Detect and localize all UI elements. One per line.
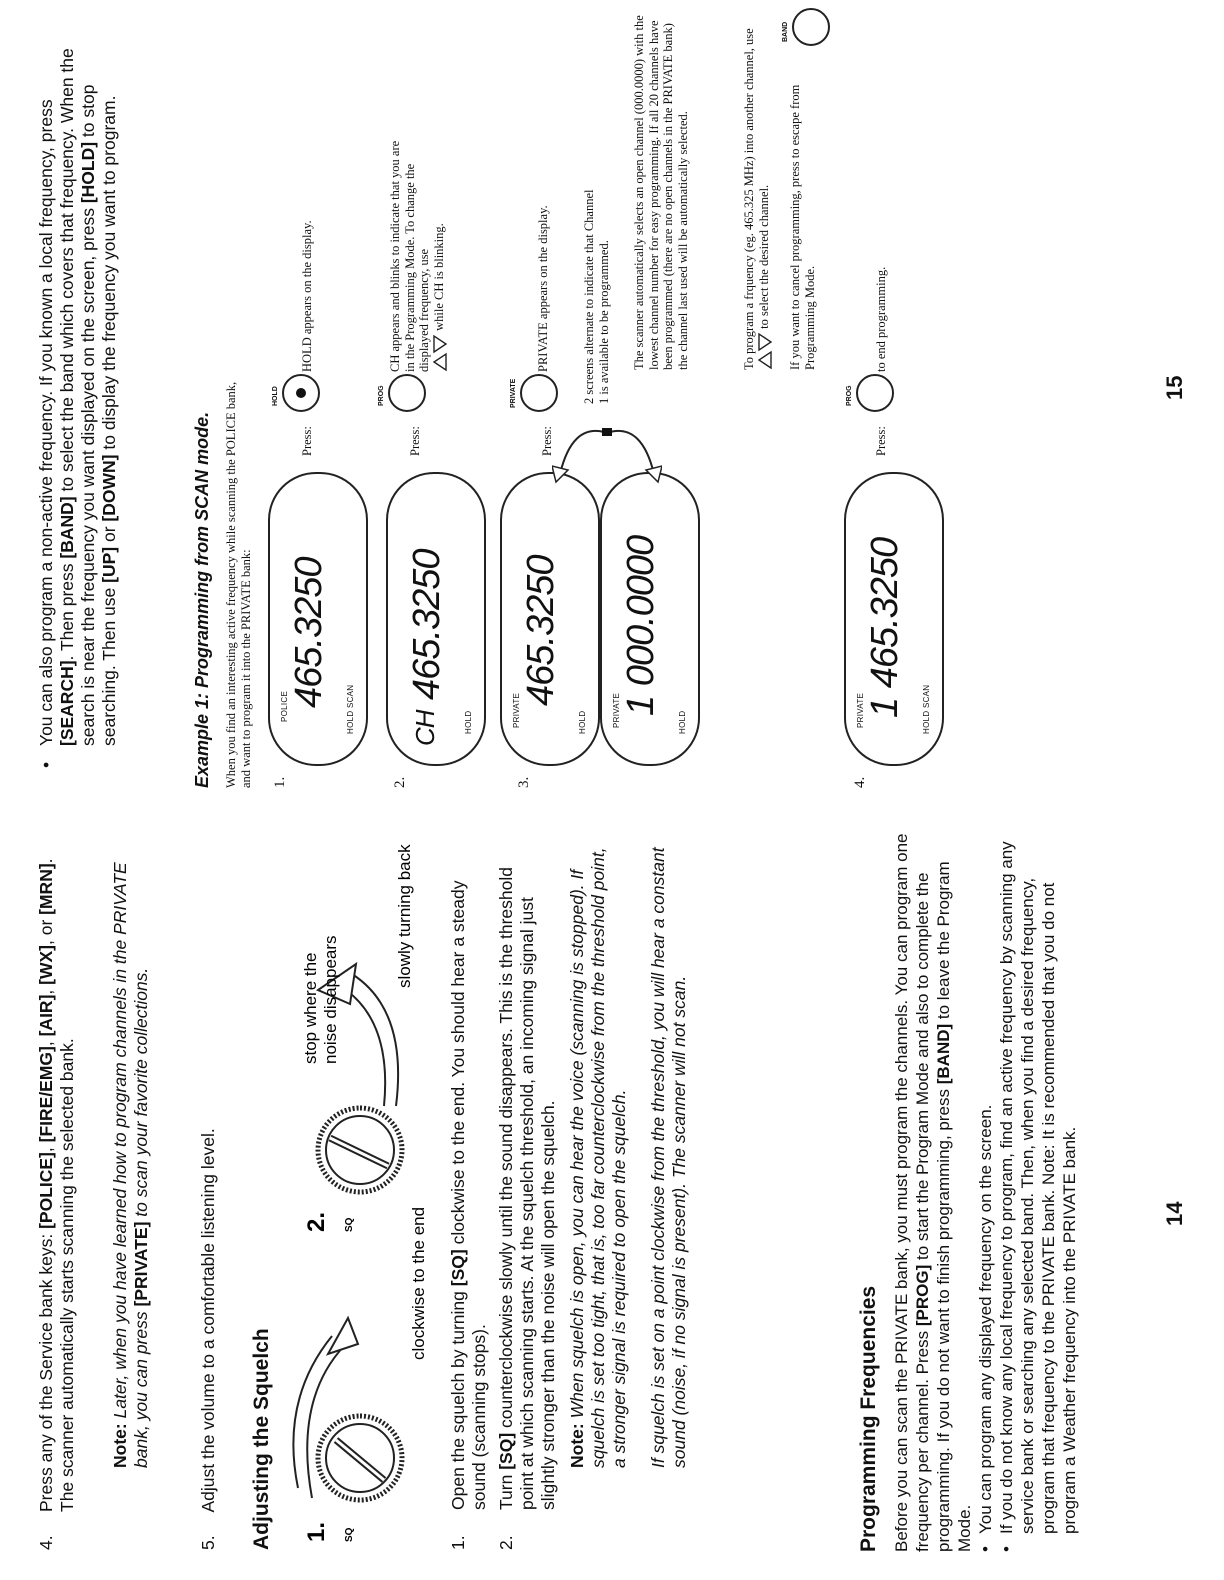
item-5-text: Adjust the volume to a comfortable listening level. [198,1128,218,1513]
squelch-knob-2 [318,1108,402,1192]
step-3-text-5 [788,70,817,370]
press-label: Press: [540,426,554,456]
step-3-text-5b: to escape from Programming Mode. [788,84,817,370]
press-label: Press: [300,426,314,456]
bullet-dot: • [976,1546,995,1552]
step-1-number: 1. [448,1535,468,1550]
up-down-arrows-icon [757,332,773,370]
note-label: Note: [110,1423,130,1468]
step-4-number: 4. [852,776,868,788]
item-5 [198,850,219,1550]
squelch-figure [288,830,438,1550]
note-private [110,828,152,1468]
fig2-caption-2: noise disappears [321,935,340,1064]
lcd-display-1 [268,472,368,766]
squelch-steps [448,840,690,1550]
alternate-arrow-icon [552,414,662,484]
nonactive-text-e: or [99,526,119,543]
fig2-caption-1: stop where the [301,952,320,1064]
air-key: [AIR] [36,994,56,1037]
note-2-text: When squelch is open, you can hear the voice (scanning is stopped). If squelch is set too tight, that is, too far counterclockwise from the threshold point, a stronger signal is required to open the squelch. [567,847,629,1468]
step-1-number: 1. [272,776,288,788]
lcd-frequency: 465.3250 [406,549,448,700]
down-key: [DOWN] [99,454,119,522]
lcd-frequency: 465.3250 [520,555,562,706]
band-key: [BAND] [57,496,77,559]
step-3-text-5a: If you want to cancel programming, press [788,161,802,370]
squelch-note-2 [648,840,690,1550]
prog-text-c: to leave the Program Mode. [934,861,974,1552]
band-key: [BAND] [934,1023,953,1085]
note-text: Later, when you have learned how to program channels in the PRIVATE bank, you can press [110,862,151,1468]
step-3-text-3: The scanner automatically selects an open channel (000.0000) with the lowest channel number for easy programming. If all 20 channels have been programmed (there are no open channels in the PRIVATE bank) the channel last used will be automatically selected. [632,15,690,370]
sq-key: [SQ] [448,1249,468,1287]
prog-text-a: Before you can scan the PRIVATE bank, you must program the channels. You can program one frequency per channel. Press [892,833,932,1552]
private-button-icon [520,374,558,412]
page-number-15: 15 [1162,375,1187,400]
lcd-bank-tag: PRIVATE [512,692,521,728]
squelch-step-2 [496,840,559,1550]
lcd-status: HOLD SCAN [346,684,355,734]
item-4-number: 4. [36,1535,56,1550]
lcd-display-4 [844,472,944,766]
programming-heading: Programming Frequencies [857,1285,880,1552]
step-3-number: 3. [516,776,532,788]
lcd-display-2 [386,472,486,766]
bullet-2-text: If you do not know any local frequency to program, find an active frequency by scanning any service bank or searching any selected band. Then, when you find a desired frequency, program that frequency to the PRIVATE bank. Note: It is recommended that you do not program a Weather frequency into the PRIVATE bank. [997,841,1079,1534]
programming-frequencies [858,832,1080,1552]
note-3-text: If squelch is set on a point clockwise from the threshold, you will hear a constant sound (noise, if no signal is present). The scanner will not scan. [648,847,689,1468]
lcd-ch-indicator: CH [410,710,440,746]
private-key: [PRIVATE] [131,1221,151,1307]
step-3-text-4 [742,10,773,370]
press-label: Press: [874,426,888,456]
nonactive-text-c: to select the band which covers that frequency. When the search is near the frequency you want displayed on the screen, press [57,48,98,746]
lcd-bank-tag: PRIVATE [856,692,865,728]
lcd-status: HOLD [578,710,587,734]
step-3-text-2: 2 screens alternate to indicate that Channel 1 is available to be programmed. [582,189,611,404]
page-14 [0,790,1224,1580]
item-4-text-2: The scanner automatically starts scanning the selected bank. [57,1038,77,1512]
bullet-nonactive [36,46,120,768]
squelch-step-1 [448,840,490,1550]
programming-text [891,832,975,1552]
fire-emg-key: [FIRE/EMG] [36,1046,56,1143]
fig2-number: 2. [303,1211,330,1232]
private-button-label: PRIVATE [510,378,517,408]
nonactive-text-f: to display the frequency you want to program. [99,95,119,450]
hold-button-label: HOLD [272,386,279,406]
item-4: 4. Press any of the Service bank keys: [POLICE], [FIRE/EMG], [AIR], [WX], or [MRN]. The scanner automatically starts scanning the selected bank. [36,858,77,1550]
bullet-2 [996,832,1080,1552]
lcd-bank-tag: POLICE [280,690,289,722]
prog-button-icon [856,374,894,412]
nonactive-text-b: . Then press [57,563,77,661]
step-1-text-2: clockwise to the end. You should hear a steady sound (scanning stops). [448,880,489,1510]
step-2-text: Turn [496,1474,516,1510]
step-3-text-4a: To program a frquency (eg. 465.325 MHz) into another channel, use [742,28,756,370]
item-5-number: 5. [198,1535,218,1550]
bullet-1-text: You can program any displayed frequency on the screen. [976,1104,995,1534]
police-key: [POLICE] [36,1152,56,1229]
prog-button-label: PROG [378,385,385,406]
prog-text-b: to start the Program Mode and also to complete the programming. If you do not want to finish programming, press [913,872,953,1552]
step-2-text-b: while CH is blinking. [431,223,446,331]
squelch-heading: Adjusting the Squelch [250,1328,273,1550]
hold-button-icon [282,374,320,412]
mrn-key: [MRN] [36,863,56,915]
fig1-sq-label: SQ [344,1527,355,1542]
lcd-status: HOLD [464,710,473,734]
bullet-dot: • [36,761,56,768]
example-heading: Example 1: Programming from SCAN mode. [192,411,212,788]
fig2-sq-label: SQ [344,1217,355,1232]
note-text-2: to scan your favorite collections. [131,967,151,1217]
page-number-14: 14 [1162,1201,1187,1226]
step-1-text: Open the squelch by turning [448,1291,468,1510]
lcd-frequency: 465.3250 [288,557,330,708]
step-2-text [388,132,448,372]
wx-key: [WX] [36,945,56,985]
step-1-text: HOLD appears on the display. [300,220,314,372]
step-3-text-4b: to select the desired channel. [756,184,771,329]
press-label: Press: [408,426,422,456]
nonactive-text-d: to stop searching. Then use [78,84,119,746]
band-button-icon [792,8,830,46]
sq-key-2: [SQ] [496,1432,516,1470]
prog-button-icon [388,374,426,412]
up-key: [UP] [99,546,119,583]
nonactive-text-a: You can also program a non-active frequency. If you known a local frequency, press [36,99,56,746]
search-key: [SEARCH] [57,660,77,746]
bullet-dot: • [997,1546,1016,1552]
lcd-display-3b [600,472,700,766]
step-2-number: 2. [392,776,408,788]
item-4-text: Press any of the Service bank keys: [36,1233,56,1512]
step-2-text-2: counterclockwise slowly until the sound disappears. This is the threshold point at which scanning starts. At the squelch threshold, an incoming signal just slightly stronger than the noise will open the squelch. [496,867,558,1510]
lcd-status: HOLD SCAN [922,684,931,734]
note-2-label: Note: [567,1423,587,1468]
button-dot [296,388,306,398]
fig1-caption: clockwise to the end [409,1206,428,1360]
fig1-number: 1. [303,1521,330,1542]
up-down-arrows-icon [432,334,448,372]
step-3-text-1: PRIVATE appears on the display. [536,205,550,372]
fig2-caption-3: slowly turning back [395,844,414,988]
example-intro: When you find an interesting active frequency while scanning the POLICE bank, and want to program it into the PRIVATE bank: [224,381,253,788]
squelch-note [567,840,630,1550]
lcd-display-3a [500,472,600,766]
squelch-knob-1 [318,1416,402,1500]
prog-button-label: PROG [846,385,853,406]
lcd-frequency: 1 465.3250 [864,537,906,718]
lcd-frequency: 1 000.0000 [620,535,662,716]
band-button-label: BAND [782,21,789,42]
lcd-status: HOLD [678,710,687,734]
lcd-bank-tag: PRIVATE [612,692,621,728]
step-2-number: 2. [496,1535,516,1550]
hold-key: [HOLD] [78,141,98,204]
step-4-text: to end programming. [874,266,888,372]
bullet-1 [975,832,996,1552]
step-2-text-a: CH appears and blinks to indicate that you are in the Programming Mode. To change the displayed frequency, use [388,140,431,372]
prog-key: [PROG] [913,1264,932,1327]
